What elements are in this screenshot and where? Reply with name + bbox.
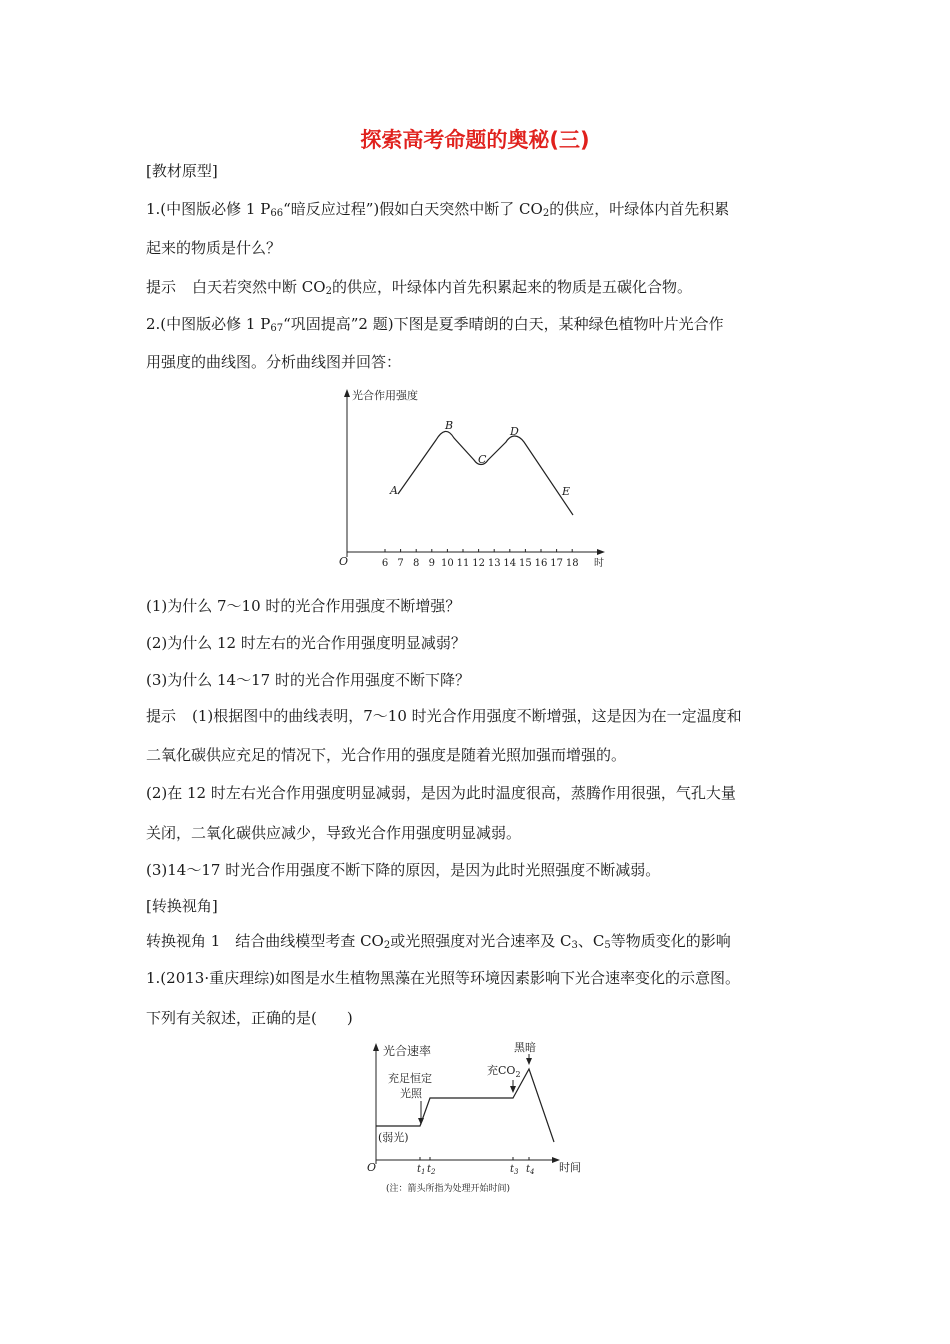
x-axis-unit: 时 xyxy=(594,558,604,569)
x-tick-label: 11 xyxy=(456,558,470,569)
question-2-line-1: 2.(中图版必修 1 $P_{67}“$巩固提高”2 题)下图是夏季晴朗的白天，某种绿色植物叶片光合作 xyxy=(146,315,724,334)
origin-label: O xyxy=(339,555,349,568)
x-tick-label: 17 xyxy=(550,558,563,569)
light-label-line-1: 充足恒定 xyxy=(388,1072,432,1085)
hint-2-line-1: 提示 (1)根据图中的曲线表明，7～10 时光合作用强度不断增强，这是因为在一定温度和 xyxy=(146,707,742,725)
x-tick-label: 18 xyxy=(565,558,579,569)
chart-note: (注：箭头所指为处理开始时间) xyxy=(386,1184,511,1194)
photosynthesis-curve-chart xyxy=(330,382,620,574)
sub-question-2: (2)为什么 12 时左右的光合作用强度明显减弱？ xyxy=(146,634,466,652)
intensity-curve xyxy=(398,431,573,515)
x-tick-label: 15 xyxy=(519,558,532,569)
photosynthesis-rate-chart xyxy=(360,1036,590,1200)
point-a-label: A xyxy=(390,484,398,497)
x-tick-label: 10 xyxy=(441,558,454,569)
section-heading-perspective: [转换视角] xyxy=(146,897,218,915)
x-tick-label: 9 xyxy=(428,558,435,569)
x-tick-label: 6 xyxy=(381,558,389,569)
y-axis-arrow xyxy=(344,389,350,397)
photosynthesis-curve-figure xyxy=(330,382,620,578)
x-tick-label: 16 xyxy=(534,558,548,569)
x-axis-label: 时间 xyxy=(559,1161,581,1174)
weak-light-label: (弱光) xyxy=(378,1131,409,1144)
dark-label: 黑暗 xyxy=(514,1041,536,1054)
point-d-label: D xyxy=(510,425,519,438)
x-axis-arrow xyxy=(597,549,605,555)
light-arrow-head xyxy=(418,1118,424,1125)
t3-label: $t_3$ xyxy=(510,1164,519,1176)
t4-label: $t_4$ xyxy=(526,1164,535,1176)
sub-question-1: (1)为什么 7～10 时的光合作用强度不断增强？ xyxy=(146,597,461,615)
point-e-label: E xyxy=(562,485,571,498)
point-b-label: B xyxy=(445,419,454,432)
question-3-line-2: 下列有关叙述，正确的是( ) xyxy=(146,1009,353,1027)
co2-label: 充$CO_2$ xyxy=(487,1064,521,1079)
t2-label: $t_2$ xyxy=(427,1164,436,1176)
point-c-label: C xyxy=(478,453,487,466)
x-tick-label: 14 xyxy=(503,558,517,569)
x-tick-label: 8 xyxy=(413,558,420,569)
origin-label: O xyxy=(367,1161,377,1174)
hint-1: 提示 白天若突然中断 $CO_2$的供应，叶绿体内首先积累起来的物质是五碳化合物。 xyxy=(146,278,692,297)
y-axis-label: 光合作用强度 xyxy=(352,389,418,402)
hint-2-line-5: (3)14～17 时光合作用强度不断下降的原因，是因为此时光照强度不断减弱。 xyxy=(146,861,661,879)
question-2-line-2: 用强度的曲线图。分析曲线图并回答： xyxy=(146,353,402,371)
perspective-1: 转换视角 1 结合曲线模型考查 $CO_2$或光照强度对光合速率及 $C_3$、$C_5$等物质变化的影响 xyxy=(146,932,731,951)
hint-2-line-3: (2)在 12 时左右光合作用强度明显减弱，是因为此时温度很高，蒸腾作用很强，气孔大量 xyxy=(146,784,736,802)
y-axis-arrow xyxy=(373,1043,379,1051)
section-heading-textbook: [教材原型] xyxy=(146,162,218,180)
x-tick-label: 7 xyxy=(397,558,404,569)
dark-arrow-head xyxy=(526,1058,532,1065)
y-axis-label: 光合速率 xyxy=(383,1044,432,1058)
x-tick-label: 12 xyxy=(472,558,485,569)
question-1-line-2: 起来的物质是什么？ xyxy=(146,239,282,257)
page-title: 探索高考命题的奥秘(三) xyxy=(360,128,590,152)
photosynthesis-rate-figure xyxy=(360,1036,590,1204)
question-1-line-1: 1.(中图版必修 1 $P_{66}“$暗反应过程”)假如白天突然中断了 $CO_2$的供应，叶绿体内首先积累 xyxy=(146,200,730,219)
hint-2-line-2: 二氧化碳供应充足的情况下，光合作用的强度是随着光照加强而增强的。 xyxy=(146,746,627,764)
x-tick-label: 13 xyxy=(487,558,501,569)
question-3-line-1: 1.(2013·重庆理综)如图是水生植物黑藻在光照等环境因素影响下光合速率变化的示意图。 xyxy=(146,969,740,987)
light-label-line-2: 光照 xyxy=(400,1087,422,1100)
t1-label: $t_1$ xyxy=(417,1164,426,1176)
co2-arrow-head xyxy=(510,1086,516,1093)
hint-2-line-4: 关闭，二氧化碳供应减少，导致光合作用强度明显减弱。 xyxy=(146,824,522,842)
sub-question-3: (3)为什么 14～17 时的光合作用强度不断下降？ xyxy=(146,671,470,689)
